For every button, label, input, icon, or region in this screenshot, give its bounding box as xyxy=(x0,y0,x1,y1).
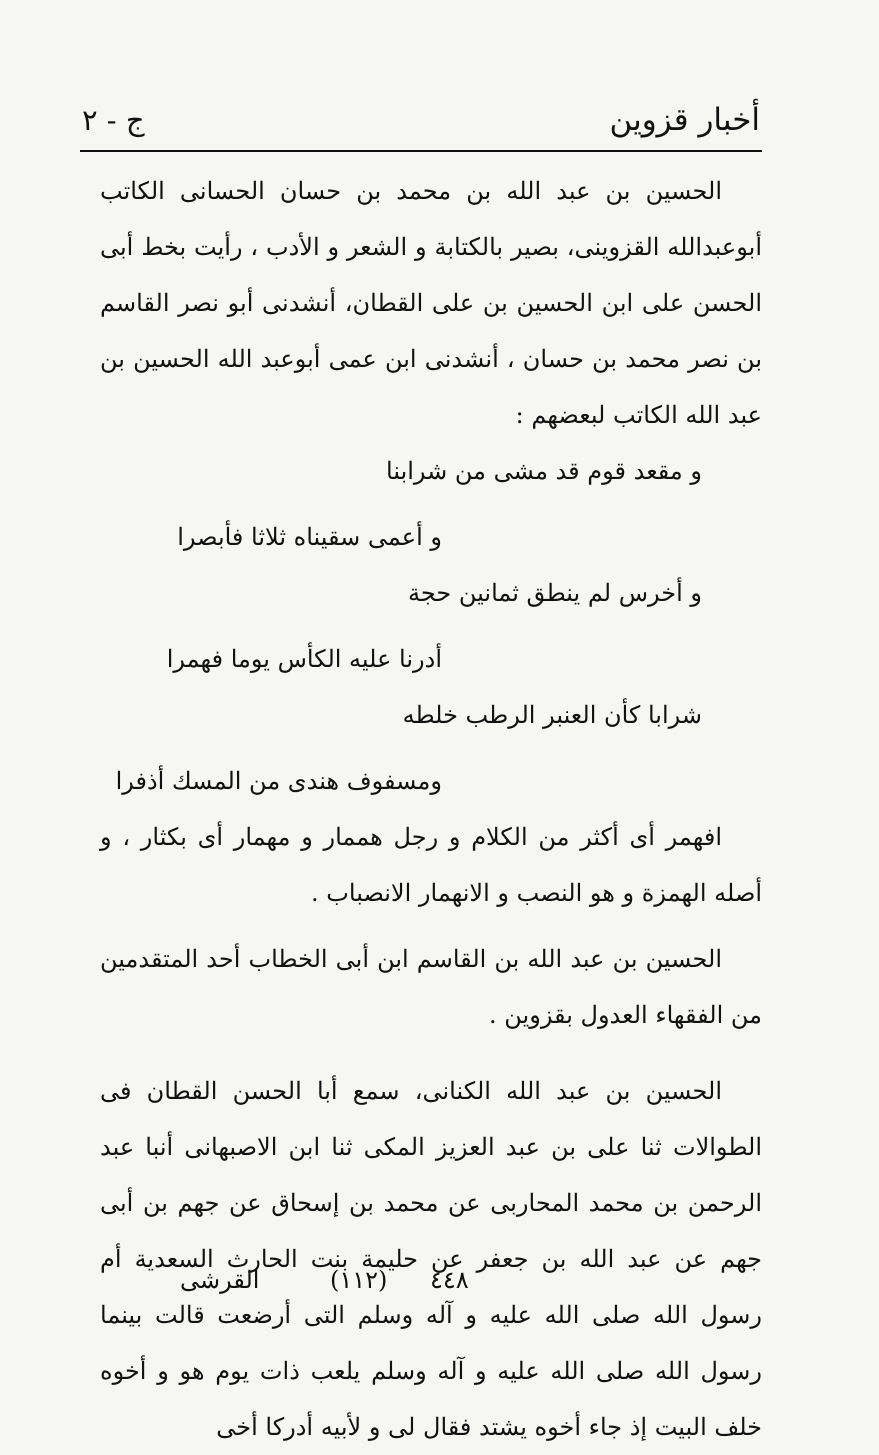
paragraph-entry-2: الحسين بن عبد الله بن القاسم ابن أبى الخطاب أحد المتقدمين من الفقهاء العدول بقزوين . xyxy=(100,945,762,1029)
paragraph-entry-1: الحسين بن عبد الله بن محمد بن حسان الحسانى الكاتب أبوعبدالله القزوينى، بصير بالكتابة و الشعر و الأدب ، رأيت بخط أبى الحسن على ابن الحسين بن على القطان، أنشدنى أبو نصر القاسم بن نصر محمد بن حسان ، أنشدنى ابن عمى أبوعبد الله الحسين بن عبد الله الكاتب لبعضهم : xyxy=(100,177,762,429)
poem-line-2b xyxy=(100,631,762,687)
poem-line-1b xyxy=(100,509,762,565)
hemistich: ومسفوف هندى من المسك أذفرا xyxy=(115,767,442,795)
page-number: ٤٤٨ xyxy=(430,1266,469,1294)
hemistich: أدرنا عليه الكأس يوما فهمرا xyxy=(166,645,442,673)
paragraph-gloss: افهمر أى أكثر من الكلام و رجل هممار و مهمار أى بكثار ، و أصله الهمزة و هو النصب و الانهمار الانصباب . xyxy=(100,823,762,907)
running-header xyxy=(82,100,760,150)
poem-line-1a xyxy=(100,443,762,499)
hemistich: و أعمى سقيناه ثلاثا فأبصرا xyxy=(177,523,442,551)
header-rule xyxy=(80,150,762,152)
hemistich: و أخرس لم ينطق ثمانين حجة xyxy=(408,579,702,607)
poem-line-2a xyxy=(100,565,762,621)
page-footer xyxy=(100,1260,762,1300)
hemistich: شرابا كأن العنبر الرطب خلطه xyxy=(402,701,702,729)
poem-line-3b xyxy=(100,753,762,809)
footer-author: القرشى xyxy=(180,1266,260,1294)
hemistich: و مقعد قوم قد مشى من شرابنا xyxy=(386,457,702,485)
running-title: أخبار قزوين xyxy=(609,102,760,138)
paragraph-entry-3: الحسين بن عبد الله الكنانى، سمع أبا الحسن القطان فى الطوالات ثنا على بن عبد العزيز المكى ثنا ابن الاصبهانى أنبا عبد الرحمن بن محمد المحاربى عن محمد بن إسحاق عن جهم بن أبى جهم عن عبد الله بن جعفر عن حليمة بنت الحارث السعدية أم رسول الله صلى الله عليه و آله وسلم التى أرضعت قالت بينما رسول الله صلى الله عليه و آله وسلم يلعب ذات يوم هو و أخوه خلف البيت إذ جاء أخوه يشتد فقال لى و لأبيه أدركا أخى xyxy=(100,1077,762,1441)
sheet-number: (١١٢) xyxy=(330,1266,388,1294)
poem-line-3a xyxy=(100,687,762,743)
volume-label: ج - ٢ xyxy=(82,103,145,137)
